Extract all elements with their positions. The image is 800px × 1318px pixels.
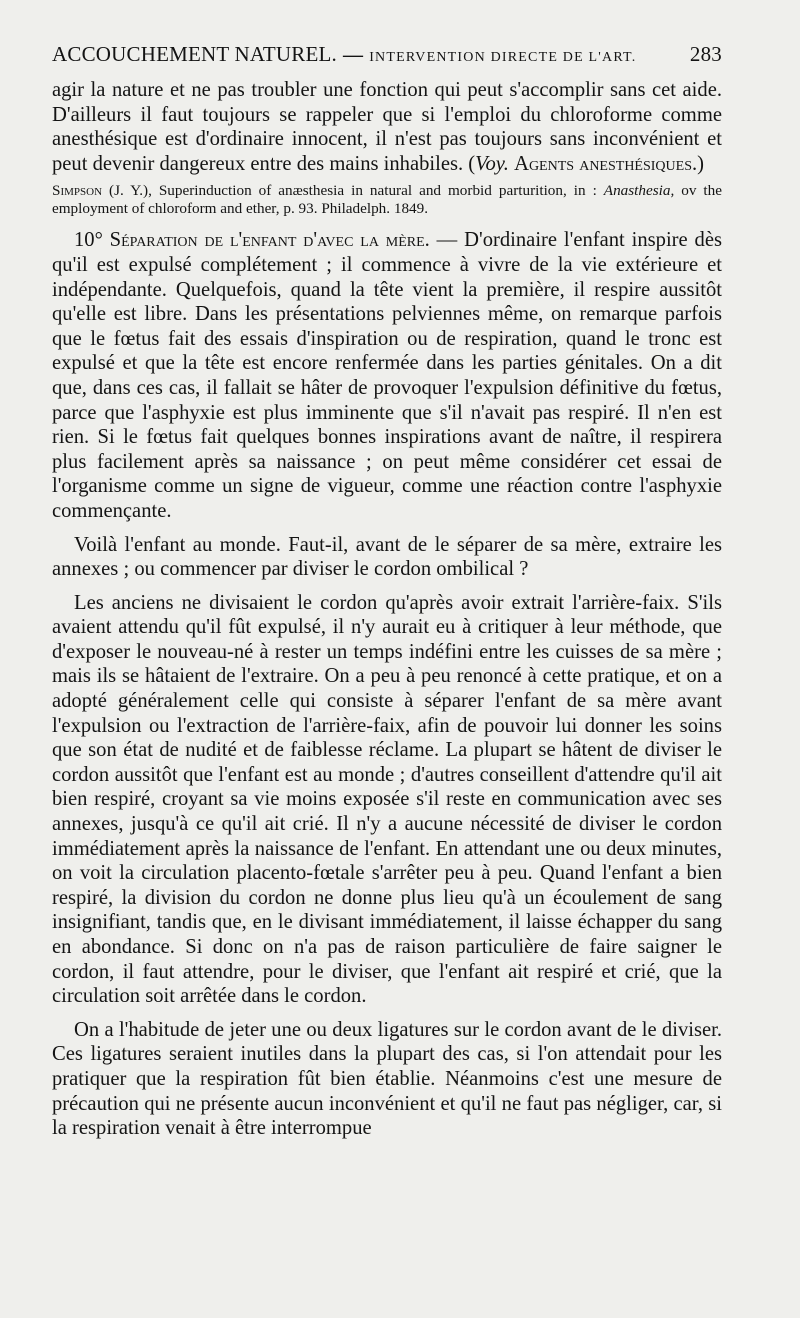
note-text-a: (J. Y.), Superinduction of anæsthesia in natural and morbid parturition, in : [102, 182, 604, 200]
header-left [52, 42, 636, 67]
note-journal: Anasthesia, [603, 182, 675, 200]
paragraph-3: Voilà l'enfant au monde. Faut-il, avant de le séparer de sa mère, extraire les annexes ; ou commencer par diviser le cordon ombilical ? [52, 533, 722, 581]
note-text-b: ov the employment of chloroform and ether, p. 93. Philadelph. 1849. [52, 182, 722, 218]
running-header [52, 42, 722, 74]
section-heading: 10° Séparation de l'enfant d'avec la mère. [74, 229, 430, 252]
paragraph-2 [52, 228, 722, 523]
cross-reference: Agents anesthésiques.) [514, 152, 704, 175]
paragraph-1-text: agir la nature et ne pas troubler une fonction qui peut s'accomplir sans cet aide. D'ailleurs il faut toujours se rappeler que si l'emploi du chloroforme comme anesthésique est d'ordinaire innocent, il n'est pas toujours sans inconvénient et peut devenir dangereux entre des mains inhabiles. ( [52, 79, 722, 175]
voy-abbreviation: Voy. [475, 152, 509, 175]
bibliographic-note [52, 182, 722, 218]
paragraph-1 [52, 78, 722, 176]
paragraph-5: On a l'habitude de jeter une ou deux ligatures sur le cordon avant de le diviser. Ces ligatures seraient inutiles dans la plupart des cas, si l'on attendait pour les pratiquer que la respiration fût bien établie. Néanmoins c'est une mesure de précaution qui ne présente aucun inconvénient et qu'il ne faut pas négliger, car, si la respiration venait à être interrompue [52, 1018, 722, 1140]
note-author: Simpson [52, 182, 103, 200]
header-dash: — [342, 44, 364, 66]
running-title: ACCOUCHEMENT NATUREL. [52, 42, 337, 66]
page-number: 283 [689, 42, 722, 66]
running-subtitle: INTERVENTION DIRECTE DE L'ART. [369, 50, 637, 65]
paragraph-2-text: — D'ordinaire l'enfant inspire dès qu'il est expulsé complétement ; il commence à vivre de la vie extérieure et indépendante. Quelquefois, quand la tête vient la première, il respire aussitôt qu'elle est libre. Dans les présentations pelviennes même, on remarque parfois que le fœtus fait des essais d'inspiration ou de respiration, quand le tronc est expulsé et que la tête est encore renfermée dans les parties génitales. On a dit que, dans ces cas, il fallait se hâter de provoquer l'expulsion définitive du fœtus, parce que l'asphyxie est plus imminente que s'il n'avait pas respiré. Il n'en est rien. Si le fœtus fait quelques bonnes inspirations avant de naître, il respirera plus facilement après sa naissance ; on peut même considérer cet essai de l'organisme comme un signe de vigueur, comme une réaction contre l'asphyxie commençante. [52, 229, 722, 522]
paragraph-4: Les anciens ne divisaient le cordon qu'après avoir extrait l'arrière-faix. S'ils avaient attendu qu'il fût expulsé, il n'y aurait eu à critiquer à leur méthode, que d'exposer le nouveau-né à rester un temps indéfini entre les cuisses de sa mère ; mais ils se hâtaient de l'extraire. On a peu à peu renoncé à cette pratique, et on a adopté généralement celle qui consiste à séparer l'enfant de sa mère avant l'expulsion ou l'extraction de l'arrière-faix, afin de pouvoir lui donner les soins que son état de nudité et de faiblesse réclame. La plupart se hâtent de diviser le cordon aussitôt que l'enfant est au monde ; d'autres conseillent d'attendre qu'il ait bien respiré, croyant sa vie moins exposée s'il reste en communication avec ses annexes, jusqu'à ce qu'il ait crié. Il n'y a aucune nécessité de diviser le cordon immédiatement après la naissance de l'enfant. En attendant une ou deux minutes, on voit la circulation placento-fœtale s'arrêter peu à peu. Quand l'enfant a bien respiré, la division du cordon ne donne plus lieu qu'à un écoulement de sang insignifiant, tandis que, en le divisant immédiatement, il laisse échapper du sang en abondance. Si donc on n'a pas de raison particulière de faire saigner le cordon, il faut attendre, pour le diviser, que l'enfant ait respiré et crié, que la circulation soit arrêtée dans le cordon. [52, 591, 722, 1008]
page-body [52, 78, 722, 1141]
